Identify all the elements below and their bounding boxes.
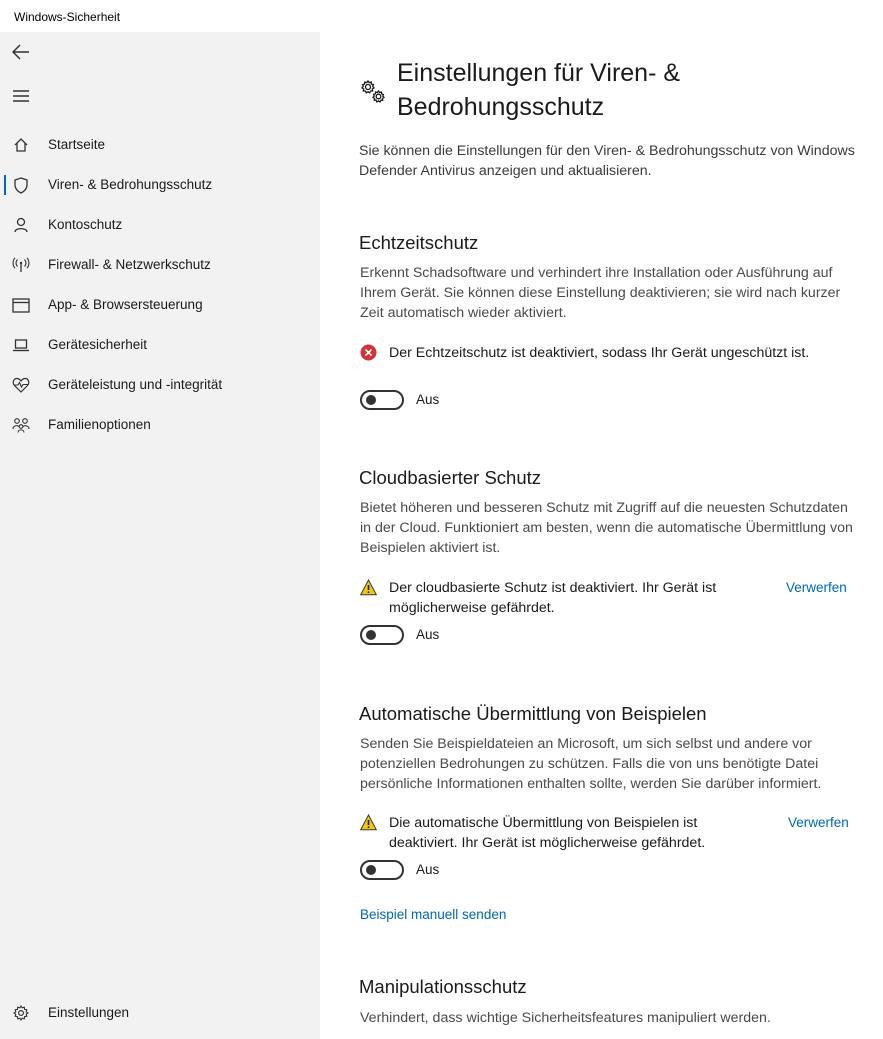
samples-toggle[interactable] — [360, 860, 404, 880]
sidebar-item-account-protection[interactable] — [0, 205, 320, 245]
cloud-toggle[interactable] — [360, 625, 404, 645]
samples-alert-text — [389, 813, 705, 853]
sidebar-item-device-security[interactable] — [0, 325, 320, 365]
cloud-alert-text — [389, 578, 716, 618]
sidebar-item-label: Familienoptionen — [48, 417, 151, 432]
tamper-heading: Manipulationsschutz — [359, 976, 527, 997]
sidebar-item-settings[interactable] — [0, 993, 320, 1033]
selection-indicator — [4, 175, 6, 195]
send-sample-manually-link[interactable]: Beispiel manuell senden — [360, 907, 507, 922]
samples-description: Senden Sie Beispieldateien an Microsoft, um sich selbst und andere vor potenziellen Bedrohungen zu schützen. Falls die von uns benötigte Datei persönliche Informationen enthalten sollte, werden Sie darüber informiert. — [360, 736, 822, 792]
realtime-description: Erkennt Schadsoftware und verhindert ihre Installation oder Ausführung auf Ihrem Gerät. Sie können diese Einstellung deaktivieren; sie wird nach kurzer Zeit automatisch wieder aktiviert. — [360, 265, 841, 321]
settings-gears-icon — [358, 77, 388, 105]
back-button[interactable] — [8, 39, 34, 65]
home-icon — [12, 136, 30, 154]
alert-line: Die automatische Übermittlung von Beispielen ist — [389, 815, 698, 831]
cloud-description: Bietet höheren und besseren Schutz mit Zugriff auf die neuesten Schutzdaten in der Cloud. Funktioniert am besten, wenn die automatische Übermittlung von Beispielen aktiviert ist. — [360, 500, 853, 556]
samples-heading: Automatische Übermittlung von Beispielen — [359, 703, 707, 724]
realtime-heading: Echtzeitschutz — [359, 232, 479, 253]
sidebar-item-family-options[interactable] — [0, 405, 320, 445]
realtime-toggle[interactable] — [360, 390, 404, 410]
warning-icon — [360, 579, 377, 596]
back-arrow-icon — [12, 44, 30, 60]
cloud-heading: Cloudbasierter Schutz — [359, 467, 542, 488]
heart-pulse-icon — [12, 376, 30, 394]
person-icon — [12, 216, 30, 234]
cloud-dismiss-link[interactable]: Verwerfen — [786, 580, 847, 595]
page-description: Sie können die Einstellungen für den Viren- & Bedrohungsschutz von Windows Defender Antivirus anzeigen und aktualisieren. — [359, 143, 855, 179]
page-title-line: Bedrohungsschutz — [397, 93, 605, 121]
toggle-knob — [366, 630, 376, 640]
sidebar-item-label: Viren- & Bedrohungsschutz — [48, 177, 213, 192]
main-content — [320, 32, 883, 1039]
alert-line: deaktiviert. Ihr Gerät ist möglicherweise gefährdet. — [389, 835, 706, 851]
alert-line: möglicherweise gefährdet. — [389, 600, 555, 616]
window-title: Windows-Sicherheit — [14, 10, 121, 24]
realtime-alert-text: Der Echtzeitschutz ist deaktiviert, sodass Ihr Gerät ungeschützt ist. — [389, 345, 810, 361]
samples-dismiss-link[interactable]: Verwerfen — [788, 815, 849, 830]
sidebar-item-firewall[interactable] — [0, 245, 320, 285]
tamper-description: Verhindert, dass wichtige Sicherheitsfeatures manipuliert werden. — [360, 1010, 771, 1026]
sidebar-item-label: App- & Browsersteuerung — [48, 297, 203, 312]
shield-icon — [12, 176, 30, 194]
error-icon — [360, 344, 377, 361]
warning-icon — [360, 814, 377, 831]
antenna-icon — [12, 256, 30, 274]
sidebar-item-label: Gerätesicherheit — [48, 337, 148, 352]
hamburger-icon — [12, 89, 30, 103]
gear-icon — [12, 1004, 30, 1022]
samples-toggle-state: Aus — [416, 862, 440, 877]
sidebar-item-device-performance[interactable] — [0, 365, 320, 405]
sidebar-item-label: Startseite — [48, 137, 106, 152]
title-bar — [0, 0, 883, 32]
realtime-toggle-state: Aus — [416, 392, 440, 407]
menu-button[interactable] — [8, 83, 34, 109]
sidebar-item-label: Geräteleistung und -integrität — [48, 377, 223, 392]
page-title-line: Einstellungen für Viren- & — [397, 59, 681, 87]
sidebar-item-label: Firewall- & Netzwerkschutz — [48, 257, 211, 272]
alert-line: Der cloudbasierte Schutz ist deaktiviert. Ihr Gerät ist — [389, 580, 717, 596]
cloud-toggle-state: Aus — [416, 627, 440, 642]
sidebar-item-home[interactable] — [0, 125, 320, 165]
sidebar-item-label: Einstellungen — [48, 1005, 130, 1020]
browser-window-icon — [12, 296, 30, 314]
toggle-knob — [366, 865, 376, 875]
family-icon — [12, 416, 30, 434]
sidebar-item-app-browser-control[interactable] — [0, 285, 320, 325]
toggle-knob — [366, 395, 376, 405]
page-title — [397, 56, 817, 124]
sidebar-item-virus-protection[interactable] — [0, 165, 320, 205]
sidebar — [0, 32, 320, 1039]
sidebar-item-label: Kontoschutz — [48, 217, 123, 232]
laptop-icon — [12, 336, 30, 354]
